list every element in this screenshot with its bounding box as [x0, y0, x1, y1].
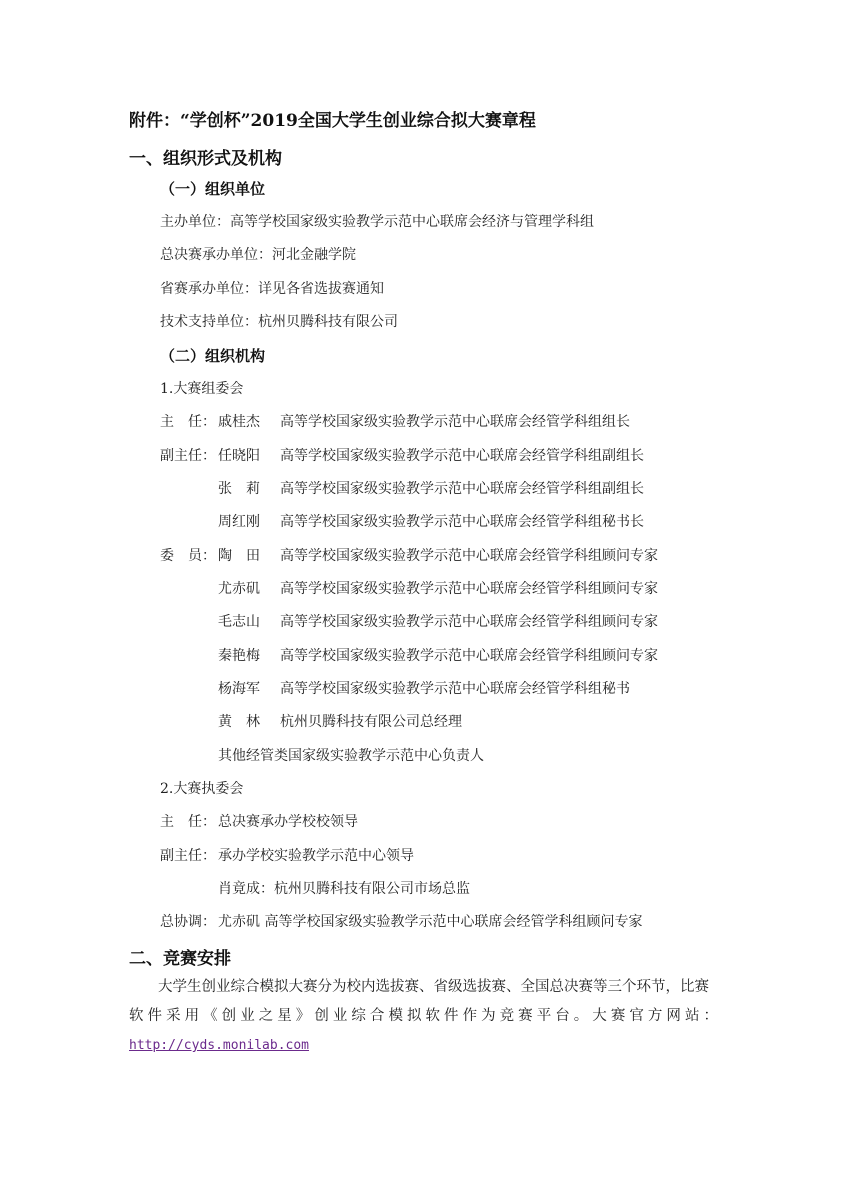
- exec-row: [160, 811, 358, 831]
- member-row: [160, 511, 644, 531]
- document-title: 附件：“学创杯”2019全国大学生创业综合拟大赛章程: [129, 111, 536, 131]
- exec-desc: 尤赤矶 高等学校国家级实验教学示范中心联席会经管学科组顾问专家: [218, 914, 643, 930]
- section-heading-organization: 一、组织形式及机构: [129, 149, 282, 169]
- exec-row: [218, 878, 470, 898]
- member-name: 杨海军: [218, 681, 260, 697]
- final-organizer-line: 总决赛承办单位：河北金融学院: [160, 247, 356, 263]
- member-name: 黄 林: [218, 714, 260, 730]
- member-name: 秦艳梅: [218, 648, 260, 664]
- paragraph-line-1-text: 大学生创业综合模拟大赛分为校内选拔赛、省级选拔赛、全国总决赛等三个环节，比赛: [158, 979, 709, 995]
- exec-row: [160, 845, 414, 865]
- member-name: 任晓阳: [218, 448, 260, 464]
- member-role: 委 员：: [160, 548, 216, 564]
- member-row: [160, 645, 658, 665]
- member-desc: 高等学校国家级实验教学示范中心联席会经管学科组顾问专家: [280, 648, 658, 664]
- member-role: 主 任：: [160, 414, 216, 430]
- member-desc: 高等学校国家级实验教学示范中心联席会经管学科组副组长: [280, 448, 644, 464]
- subsection-heading-structure: （二）组织机构: [160, 347, 266, 365]
- other-members-line: 其他经管类国家级实验教学示范中心负责人: [218, 748, 484, 764]
- member-row: [160, 545, 658, 565]
- member-role: 副主任：: [160, 448, 216, 464]
- provincial-organizer-line: 省赛承办单位：详见各省选拔赛通知: [160, 281, 384, 297]
- member-desc: 高等学校国家级实验教学示范中心联席会经管学科组副组长: [280, 481, 644, 497]
- member-row: [160, 678, 630, 698]
- exec-row: [160, 911, 642, 931]
- committee1-title: 1.大赛组委会: [160, 381, 244, 397]
- host-unit-line: 主办单位：高等学校国家级实验教学示范中心联席会经济与管理学科组: [160, 214, 594, 230]
- section-heading-arrangement: 二、竞赛安排: [129, 949, 231, 969]
- exec-desc: 承办学校实验教学示范中心领导: [218, 848, 414, 864]
- paragraph-line-1: [129, 973, 719, 1002]
- arrangement-paragraph: [129, 973, 719, 1060]
- member-name: 尤赤矶: [218, 581, 260, 597]
- exec-role: 主 任：: [160, 814, 216, 830]
- exec-desc: 肖竟成：杭州贝腾科技有限公司市场总监: [218, 881, 470, 897]
- member-desc: 高等学校国家级实验教学示范中心联席会经管学科组秘书长: [280, 514, 644, 530]
- member-row: [160, 611, 658, 631]
- exec-role: 总协调：: [160, 914, 216, 930]
- exec-role: 副主任：: [160, 848, 216, 864]
- member-desc: 高等学校国家级实验教学示范中心联席会经管学科组顾问专家: [280, 614, 658, 630]
- member-desc: 杭州贝腾科技有限公司总经理: [280, 714, 462, 730]
- member-row: [160, 445, 644, 465]
- member-desc: 高等学校国家级实验教学示范中心联席会经管学科组顾问专家: [280, 548, 658, 564]
- member-name: 毛志山: [218, 614, 260, 630]
- member-row: [160, 578, 658, 598]
- member-name: 戚桂杰: [218, 414, 260, 430]
- member-desc: 高等学校国家级实验教学示范中心联席会经管学科组顾问专家: [280, 581, 658, 597]
- paragraph-line-3: [129, 1031, 719, 1060]
- tech-support-line: 技术支持单位：杭州贝腾科技有限公司: [160, 314, 398, 330]
- subsection-heading-units: （一）组织单位: [160, 180, 266, 198]
- member-row: [160, 478, 644, 498]
- member-name: 陶 田: [218, 548, 260, 564]
- member-desc: 高等学校国家级实验教学示范中心联席会经管学科组秘书: [280, 681, 630, 697]
- member-row: [160, 411, 630, 431]
- paragraph-line-2: 软件采用《创业之星》创业综合模拟软件作为竞赛平台。大赛官方网站：: [129, 1008, 719, 1024]
- member-name: 张 莉: [218, 481, 260, 497]
- member-desc: 高等学校国家级实验教学示范中心联席会经管学科组组长: [280, 414, 630, 430]
- official-website-link[interactable]: http://cyds.monilab.com: [129, 1038, 310, 1053]
- member-name: 周红刚: [218, 514, 260, 530]
- committee2-title: 2.大赛执委会: [160, 781, 244, 797]
- member-row: [160, 711, 462, 731]
- exec-desc: 总决赛承办学校校领导: [218, 814, 358, 830]
